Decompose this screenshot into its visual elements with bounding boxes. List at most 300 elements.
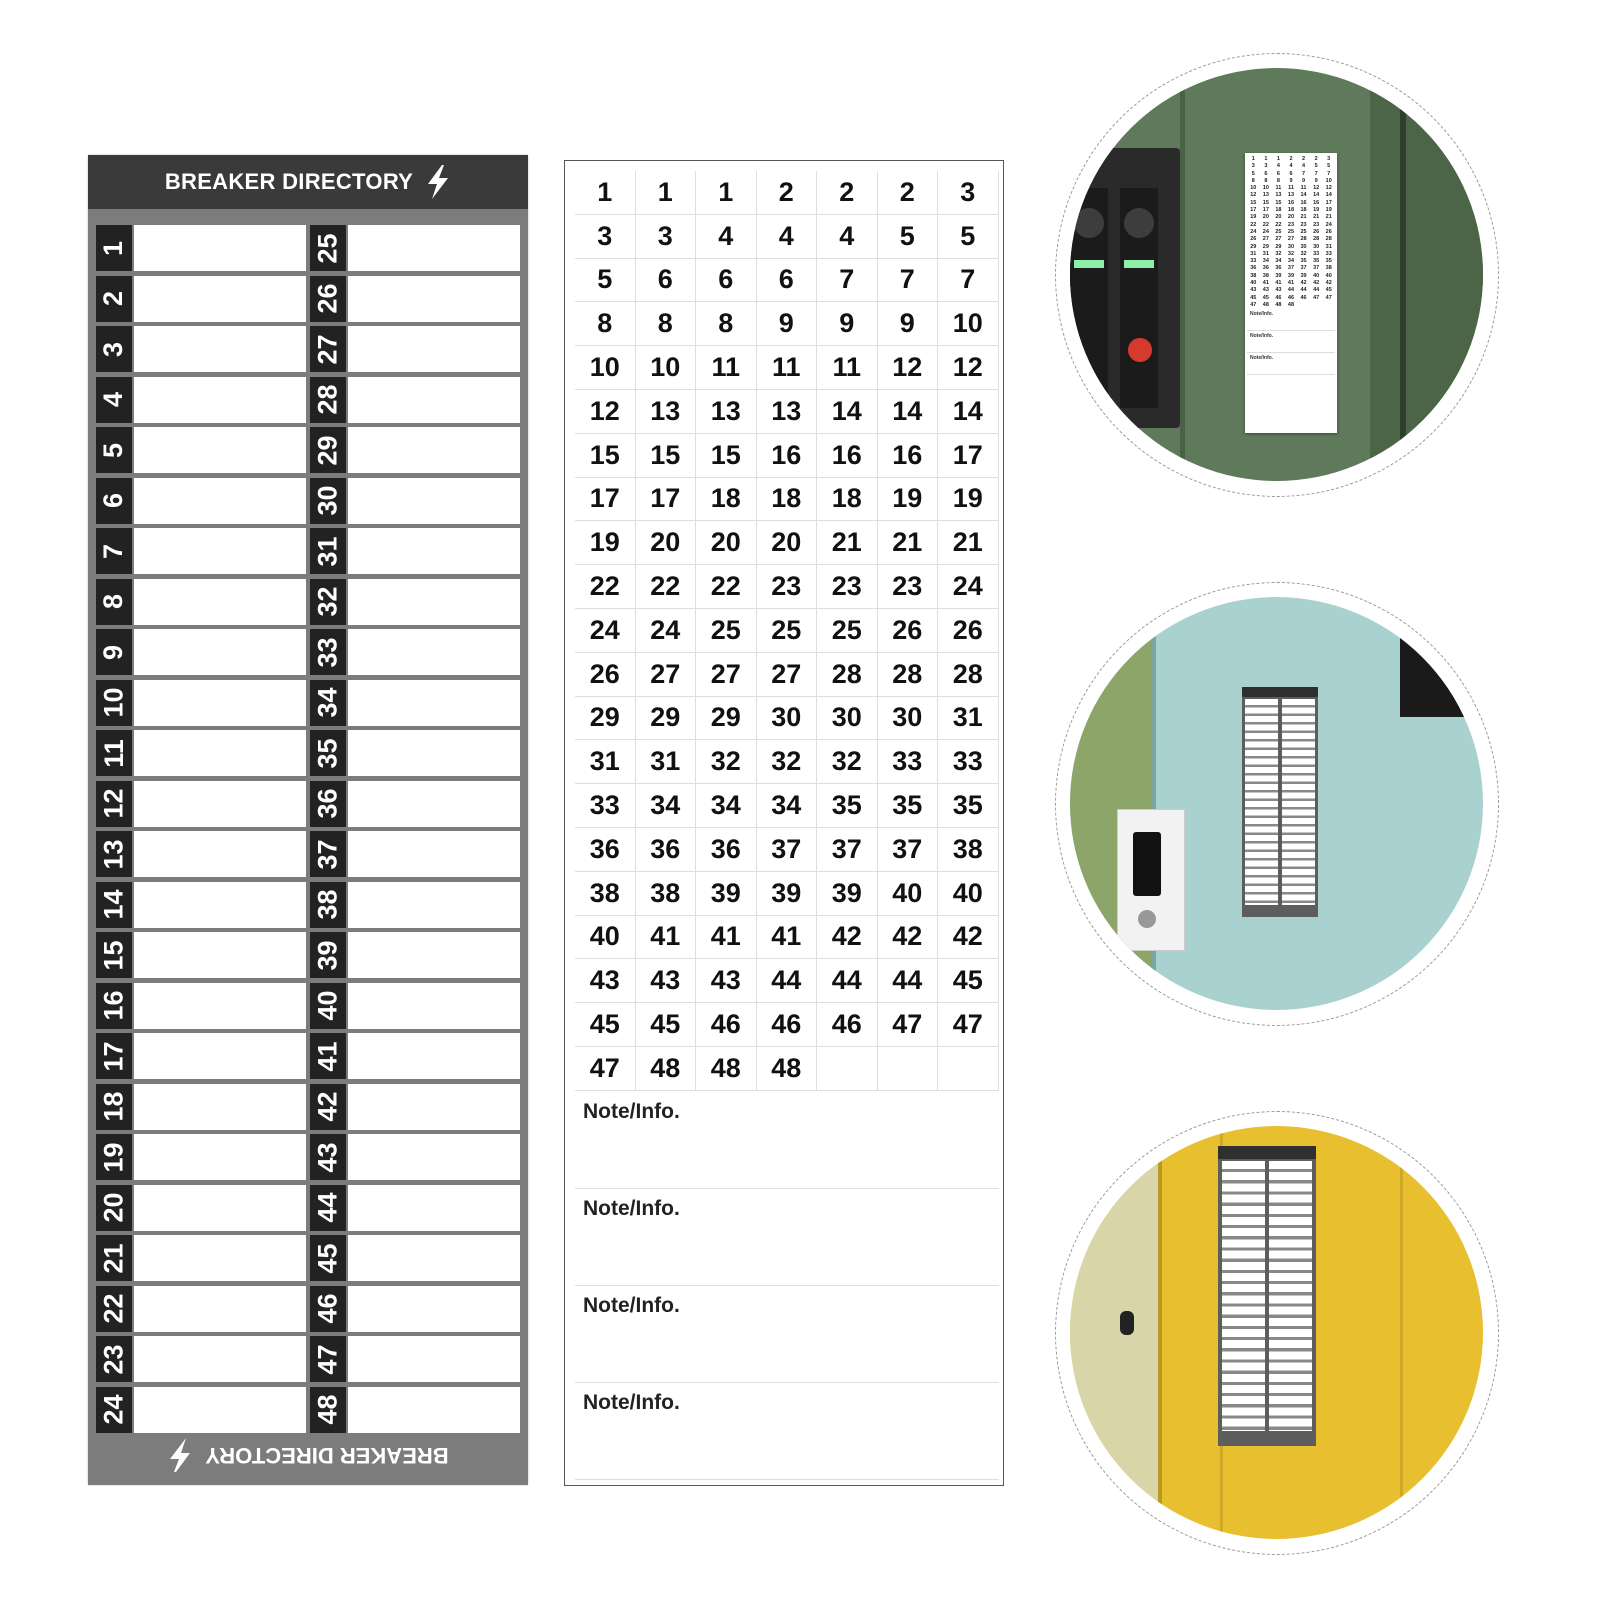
mini-number-label: 18 [1275,207,1282,214]
number-label: 29 [696,697,757,741]
directory-header [88,155,528,209]
mini-number-label: 43 [1262,287,1269,294]
circuit-description-field[interactable] [348,831,520,877]
number-label: 27 [757,653,818,697]
circuit-description-field[interactable] [348,1336,520,1382]
mini-number-label: 27 [1262,236,1269,243]
number-label: 30 [757,697,818,741]
circuit-description-field[interactable] [134,1185,306,1231]
mini-number-label: 39 [1300,272,1307,279]
mini-number-label: 9 [1302,177,1306,184]
note-info-field[interactable] [575,1092,999,1189]
circuit-description-field[interactable] [134,680,306,726]
mini-number-label: 3 [1264,163,1268,170]
circuit-number-tab [96,680,132,726]
mini-number-label: 11 [1275,185,1282,192]
circuit-number: 29 [312,434,343,466]
circuit-description-field[interactable] [134,1033,306,1079]
circuit-number-tab [310,1286,346,1332]
circuit-description-field[interactable] [134,882,306,928]
circuit-number-tab [310,932,346,978]
mini-number-label: 33 [1313,250,1320,257]
number-label: 36 [575,828,636,872]
circuit-description-field[interactable] [134,326,306,372]
mini-number-label: 21 [1313,214,1320,221]
circuit-number-tab [310,730,346,776]
mini-number-label: 32 [1275,250,1282,257]
switch-panel [1070,148,1180,428]
circuit-number: 26 [312,283,343,314]
circuit-number: 42 [312,1091,343,1122]
circuit-number-tab [310,1134,346,1180]
mini-number-label: 19 [1250,214,1257,221]
mini-number-label: 25 [1287,228,1295,235]
mini-number-label: 38 [1262,272,1269,279]
circuit-description-field[interactable] [134,730,306,776]
number-label: 19 [938,478,999,522]
number-label: 17 [636,478,697,522]
number-label: 25 [817,609,878,653]
mini-number-label: 39 [1275,272,1282,279]
circuit-description-field[interactable] [348,326,520,372]
mini-number-label: 10 [1250,185,1257,192]
mini-number-label: 32 [1300,250,1307,257]
mini-number-label: 14 [1300,192,1307,199]
circuit-description-field[interactable] [134,377,306,423]
number-label: 11 [757,346,818,390]
number-label: 25 [757,609,818,653]
mini-number-label: 34 [1262,258,1269,265]
number-label: 48 [696,1047,757,1091]
mini-note: Note/Info. [1247,353,1335,375]
mini-number-label: 16 [1287,199,1295,206]
mini-number-label: 2 [1289,156,1293,162]
circuit-description-field[interactable] [348,882,520,928]
number-label: 18 [696,478,757,522]
number-label: 37 [817,828,878,872]
circuit-description-field[interactable] [134,932,306,978]
number-label: 2 [878,171,939,215]
number-label: 19 [878,478,939,522]
number-label: 8 [575,302,636,346]
mini-number-label: 31 [1250,250,1257,257]
number-label: 16 [817,434,878,478]
directory-row [310,1235,524,1286]
circuit-number-tab [310,680,346,726]
circuit-description-field[interactable] [348,629,520,675]
circuit-number-tab [96,326,132,372]
mini-number-label: 41 [1275,280,1282,287]
mini-number-label: 10 [1262,185,1269,192]
directory-row [96,932,310,983]
circuit-number-tab [96,1134,132,1180]
number-label: 9 [878,302,939,346]
mini-number-label: 4 [1276,163,1280,170]
mini-number-label: 4 [1302,163,1306,170]
mini-number-label: 4 [1289,163,1293,170]
number-label: 4 [817,215,878,259]
number-label: 35 [817,784,878,828]
mini-number-label: 15 [1250,199,1257,206]
mini-number-label: 26 [1325,228,1332,235]
directory-row [96,225,310,276]
circuit-number-tab [96,276,132,322]
number-label: 32 [757,740,818,784]
circuit-description-field[interactable] [348,225,520,271]
number-label: 35 [938,784,999,828]
number-label: 28 [938,653,999,697]
directory-row [96,680,310,731]
note-info-field[interactable] [575,1383,999,1480]
number-label: 47 [878,1003,939,1047]
circuit-description-field[interactable] [134,831,306,877]
number-label: 21 [878,521,939,565]
number-label: 21 [938,521,999,565]
mini-number-label: 5 [1251,170,1255,177]
number-label: 10 [938,302,999,346]
circuit-number-tab [310,427,346,473]
mini-number-label: 7 [1327,170,1331,177]
number-label: 28 [817,653,878,697]
circuit-number-tab [310,326,346,372]
circuit-number-tab [96,1084,132,1130]
circuit-description-field[interactable] [348,528,520,574]
mini-number-label: 27 [1287,236,1295,243]
number-label: 10 [636,346,697,390]
mini-number-label: 19 [1313,207,1320,214]
number-label: 25 [696,609,757,653]
number-label: 27 [696,653,757,697]
mini-number-label: 26 [1250,236,1257,243]
mini-number-label: 45 [1250,294,1257,301]
mini-number-label: 27 [1275,236,1282,243]
number-label: 30 [817,697,878,741]
mini-number-label: 13 [1287,192,1295,199]
number-label: 48 [757,1047,818,1091]
directory-row [96,1134,310,1185]
circuit-number: 32 [312,586,343,617]
number-label: 6 [757,259,818,303]
number-label: 38 [575,872,636,916]
circuit-description-field[interactable] [134,1134,306,1180]
directory-footer [88,1425,528,1485]
mini-number-label: 48 [1262,301,1269,308]
mini-number-label: 2 [1302,156,1306,162]
directory-row [310,579,524,630]
circuit-number: 22 [98,1293,129,1324]
mini-number-label: 14 [1313,192,1320,199]
circuit-number: 4 [98,391,129,408]
circuit-number: 47 [312,1343,343,1375]
directory-row [96,276,310,327]
number-label: 4 [696,215,757,259]
mini-number-label: 37 [1287,265,1295,272]
number-label: 42 [878,916,939,960]
mini-number-label: 12 [1313,185,1320,192]
mini-number-label: 38 [1250,272,1257,279]
directory-row [310,276,524,327]
circuit-description-field[interactable] [348,478,520,524]
directory-row [310,983,524,1034]
mini-number-label: 29 [1250,243,1257,250]
circuit-description-field[interactable] [348,276,520,322]
directory-row [310,831,524,882]
circuit-number-tab [96,781,132,827]
circuit-number: 1 [98,240,129,256]
circuit-number: 27 [312,333,343,365]
directory-row [310,730,524,781]
circuit-number-tab [96,730,132,776]
number-label: 35 [878,784,939,828]
circuit-number: 36 [312,788,343,819]
mini-number-label: 41 [1262,280,1269,287]
circuit-number-tab [310,1336,346,1382]
mini-number-label: 33 [1250,258,1257,265]
mini-number-label: 36 [1250,265,1257,272]
mini-number-label: 30 [1313,243,1320,250]
mini-number-label: 43 [1275,287,1282,294]
number-label: 4 [757,215,818,259]
circuit-number: 46 [312,1293,343,1324]
directory-row [96,326,310,377]
circuit-number: 5 [98,442,129,458]
number-label: 26 [938,609,999,653]
mini-number-label [1297,302,1310,309]
number-label: 8 [636,302,697,346]
mini-number-label [1310,302,1323,309]
number-label: 16 [878,434,939,478]
circuit-description-field[interactable] [134,1336,306,1382]
mini-number-label: 12 [1250,192,1257,199]
circuit-description-field[interactable] [348,1084,520,1130]
mini-number-label: 10 [1325,177,1332,184]
number-label: 32 [696,740,757,784]
mini-number-label: 36 [1275,265,1282,272]
directory-row [310,680,524,731]
number-label: 23 [817,565,878,609]
circuit-number: 3 [98,341,129,357]
number-label: 23 [878,565,939,609]
number-label: 17 [938,434,999,478]
circuit-number-tab [96,225,132,271]
circuit-description-field[interactable] [348,1134,520,1180]
circuit-description-field[interactable] [134,983,306,1029]
number-label: 39 [696,872,757,916]
directory-row [96,1185,310,1236]
lightning-bolt-icon [425,165,451,199]
directory-row [310,932,524,983]
number-label: 23 [757,565,818,609]
number-label: 14 [878,390,939,434]
circuit-number: 16 [98,990,129,1021]
mini-number-label: 38 [1325,265,1332,272]
number-label: 39 [757,872,818,916]
mini-number-label: 7 [1314,170,1318,177]
circuit-number-tab [96,1286,132,1332]
mini-number-label: 23 [1313,221,1320,228]
circuit-number: 48 [312,1394,343,1425]
directory-row [96,1084,310,1135]
circuit-description-field[interactable] [134,629,306,675]
number-label: 39 [817,872,878,916]
circuit-description-field[interactable] [348,1185,520,1231]
number-label: 3 [575,215,636,259]
circuit-description-field[interactable] [348,680,520,726]
directory-row [310,1134,524,1185]
circuit-description-field[interactable] [348,579,520,625]
mini-number-label: 36 [1262,265,1269,272]
circuit-number-tab [310,831,346,877]
circuit-description-field[interactable] [348,730,520,776]
circuit-number-tab [310,478,346,524]
mini-number-label: 1 [1264,156,1268,162]
mini-number-label: 7 [1302,170,1306,177]
number-label: 22 [696,565,757,609]
number-label: 33 [575,784,636,828]
number-label: 36 [636,828,697,872]
number-label: 46 [757,1003,818,1047]
mini-number-label: 30 [1287,243,1295,250]
number-label: 7 [938,259,999,303]
note-info-field[interactable] [575,1286,999,1383]
directory-row [310,427,524,478]
circuit-description-field[interactable] [134,478,306,524]
circuit-description-field[interactable] [134,781,306,827]
number-label: 9 [757,302,818,346]
number-label: 44 [757,959,818,1003]
number-label: 8 [696,302,757,346]
number-label: 32 [817,740,878,784]
number-label: 43 [575,959,636,1003]
circuit-number: 6 [98,492,129,509]
circuit-number: 17 [98,1040,129,1072]
circuit-number-tab [96,831,132,877]
number-label: 9 [817,302,878,346]
mini-number-label: 44 [1300,287,1307,294]
directory-row [310,377,524,428]
circuit-description-field[interactable] [348,1033,520,1079]
mini-number-label: 28 [1313,236,1320,243]
circuit-number: 19 [98,1141,129,1173]
circuit-description-field[interactable] [134,276,306,322]
circuit-description-field[interactable] [134,1084,306,1130]
number-label: 18 [817,478,878,522]
number-label: 31 [575,740,636,784]
number-label: 28 [878,653,939,697]
number-label: 15 [575,434,636,478]
circuit-number-tab [96,528,132,574]
directory-row [96,377,310,428]
mini-number-label: 31 [1325,243,1332,250]
number-label: 14 [938,390,999,434]
mini-note: Note/Info. [1247,309,1335,331]
directory-row [310,1033,524,1084]
number-label: 13 [696,390,757,434]
number-label: 5 [575,259,636,303]
mini-number-label: 11 [1288,185,1294,192]
note-info-field[interactable] [575,1189,999,1286]
circuit-description-field[interactable] [134,528,306,574]
mini-number-label: 37 [1313,265,1320,272]
circuit-number-tab [310,579,346,625]
circuit-number-tab [96,579,132,625]
circuit-description-field[interactable] [348,781,520,827]
mini-number-label: 34 [1275,258,1282,265]
mini-number-label: 48 [1275,301,1282,308]
circuit-number-tab [310,276,346,322]
circuit-description-field[interactable] [348,1235,520,1281]
mini-number-label: 8 [1276,177,1280,184]
circuit-number: 37 [312,838,343,870]
circuit-number-tab [96,1336,132,1382]
mini-number-label: 24 [1250,228,1257,235]
directory-row [96,983,310,1034]
number-label: 36 [696,828,757,872]
directory-row [310,326,524,377]
directory-left-column [96,225,310,1437]
circuit-number: 14 [98,889,129,920]
note-info-label: Note/Info. [583,1391,680,1414]
circuit-number: 39 [312,939,343,971]
number-label-grid [575,171,999,1091]
number-label: 26 [575,653,636,697]
directory-right-column [310,225,524,1437]
circuit-number: 31 [312,535,343,567]
circuit-description-field[interactable] [348,983,520,1029]
number-label: 40 [575,916,636,960]
mini-number-label: 39 [1287,272,1295,279]
circuit-description-field[interactable] [348,427,520,473]
number-label: 19 [575,521,636,565]
circuit-description-field[interactable] [134,427,306,473]
number-label: 45 [938,959,999,1003]
mini-number-label: 28 [1300,236,1307,243]
number-label: 26 [878,609,939,653]
directory-row [96,1286,310,1337]
mini-number-label: 20 [1262,214,1269,221]
circuit-description-field[interactable] [348,377,520,423]
circuit-description-field[interactable] [134,579,306,625]
number-label: 37 [757,828,818,872]
mini-number-label: 31 [1262,250,1269,257]
circuit-number-tab [310,1084,346,1130]
circuit-number: 40 [312,990,343,1021]
circuit-description-field[interactable] [134,225,306,271]
circuit-number: 43 [312,1141,343,1173]
circuit-number-tab [310,377,346,423]
circuit-number: 30 [312,485,343,516]
circuit-description-field[interactable] [348,1286,520,1332]
circuit-number-tab [310,882,346,928]
circuit-number: 25 [312,232,343,264]
number-label: 3 [938,171,999,215]
number-label: 15 [636,434,697,478]
directory-row [96,427,310,478]
mini-number-label: 29 [1262,243,1269,250]
mini-number-label: 47 [1313,294,1320,301]
circuit-number: 18 [98,1091,129,1122]
number-label: 13 [636,390,697,434]
mini-number-label: 2 [1314,156,1318,162]
circuit-description-field[interactable] [134,1235,306,1281]
circuit-number: 2 [98,290,129,307]
directory-row [96,781,310,832]
note-info-label: Note/Info. [583,1100,680,1123]
circuit-description-field[interactable] [134,1286,306,1332]
mini-number-label: 17 [1325,199,1332,206]
circuit-description-field[interactable] [348,932,520,978]
circuit-number-tab [96,629,132,675]
